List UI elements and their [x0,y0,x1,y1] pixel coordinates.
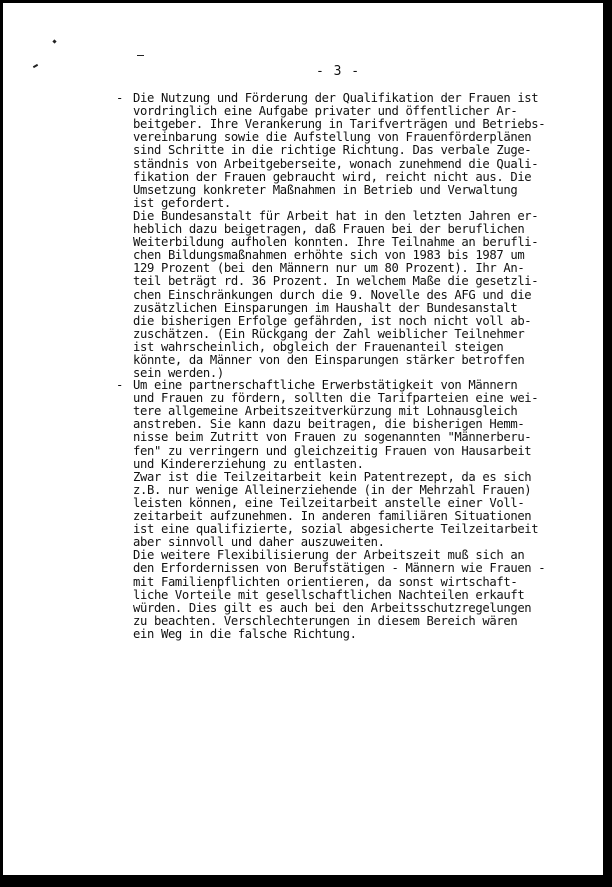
scan-speck [33,64,38,68]
text-line: könnte, da Männer von den Einsparungen stärker betroffen [133,353,525,367]
scan-speck [137,55,144,56]
text-line: ist wahrscheinlich, obgleich der Frauenanteil steigen [133,339,504,354]
bullet-dash: - [116,91,124,105]
text-line: sind Schritte in die richtige Richtung. Das verbale Zuge- [133,143,532,158]
text-line: ständnis von Arbeitgeberseite, wonach zunehmend die Quali- [133,156,539,171]
text-line: ist eine qualifizierte, sozial abgesicherte Teilzeitarbeit [133,522,539,537]
text-line: ist gefordert. [133,195,231,210]
text-line: 129 Prozent (bei den Männern nur um 80 Prozent). Ihr An- [133,261,525,276]
text-line: teil beträgt rd. 36 Prozent. In welchem Maße die gesetzli- [133,274,539,289]
text-line: zusätzlichen Einsparungen im Haushalt der Bundesanstalt [133,300,518,315]
text-line: Zwar ist die Teilzeitarbeit kein Patentrezept, da es sich [133,469,532,484]
text-line: Die weitere Flexibilisierung der Arbeitszeit muß sich an [133,548,525,563]
text-line: sein werden.) [133,366,224,381]
text-line: liche Vorteile mit gesellschaftlichen Nachteilen erkauft [133,587,525,602]
text-line: vordringlich eine Aufgabe privater und öffentlicher Ar- [133,104,518,119]
document-page [3,3,603,875]
text-line: beitgeber. Ihre Verankerung in Tarifverträgen und Betriebs- [133,117,546,132]
bullet-dash: - [116,378,124,392]
scan-speck [52,39,56,43]
text-line: fikation der Frauen gebraucht wird, reicht nicht aus. Die [133,169,532,184]
text-line: den Erfordernissen von Berufstätigen - Männern wie Frauen - [133,561,546,576]
text-line: Weiterbildung aufholen konnten. Ihre Teilnahme an berufli- [133,235,539,250]
text-line: und Frauen zu fördern, sollten die Tarifparteien eine wei- [133,391,539,406]
text-line: zuschätzen. (Ein Rückgang der Zahl weiblicher Teilnehmer [133,326,525,341]
page-number: - 3 - [316,64,361,79]
text-line: chen Bildungsmaßnahmen erhöhte sich von 1983 bis 1987 um [133,248,525,263]
text-line: ein Weg in die falsche Richtung. [133,626,357,641]
text-line: und Kindererziehung zu entlasten. [133,456,364,471]
text-line: tere allgemeine Arbeitszeitverkürzung mit Lohnausgleich [133,404,518,419]
text-line: heblich dazu beigetragen, daß Frauen bei der beruflichen [133,222,525,236]
text-line: Die Bundesanstalt für Arbeit hat in den letzten Jahren er- [133,208,539,223]
text-line: zeitarbeit aufzunehmen. In anderen familiären Situationen [133,509,532,523]
text-line: zu beachten. Verschlechterungen in diesem Bereich wären [133,613,518,628]
text-line: Die Nutzung und Förderung der Qualifikation der Frauen ist [133,91,539,105]
text-line: fen" zu verringern und gleichzeitig Frauen von Hausarbeit [133,443,532,458]
text-line: nisse beim Zutritt von Frauen zu sogenannten "Männerberu- [133,430,532,445]
text-line: die bisherigen Erfolge gefährden, ist noch nicht voll ab- [133,313,532,328]
text-line: z.B. nur wenige Alleinerziehende (in der Mehrzahl Frauen) [133,482,532,497]
text-line: chen Einschränkungen durch die 9. Novelle des AFG und die [133,287,532,302]
text-line: aber sinnvoll und daher auszuweiten. [133,535,385,550]
text-line: Um eine partnerschaftliche Erwerbstätigkeit von Männern [133,378,518,392]
text-line: würden. Dies gilt es auch bei den Arbeitsschutzregelungen [133,600,532,615]
text-line: mit Familienpflichten orientieren, da sonst wirtschaft- [133,574,518,589]
text-line: leisten können, eine Teilzeitarbeit anstelle einer Voll- [133,495,525,510]
text-line: anstreben. Sie kann dazu beitragen, die bisherigen Hemm- [133,417,525,432]
text-line: Umsetzung konkreter Maßnahmen in Betrieb und Verwaltung [133,182,518,197]
text-line: vereinbarung sowie die Aufstellung von Frauenförderplänen [133,130,532,145]
